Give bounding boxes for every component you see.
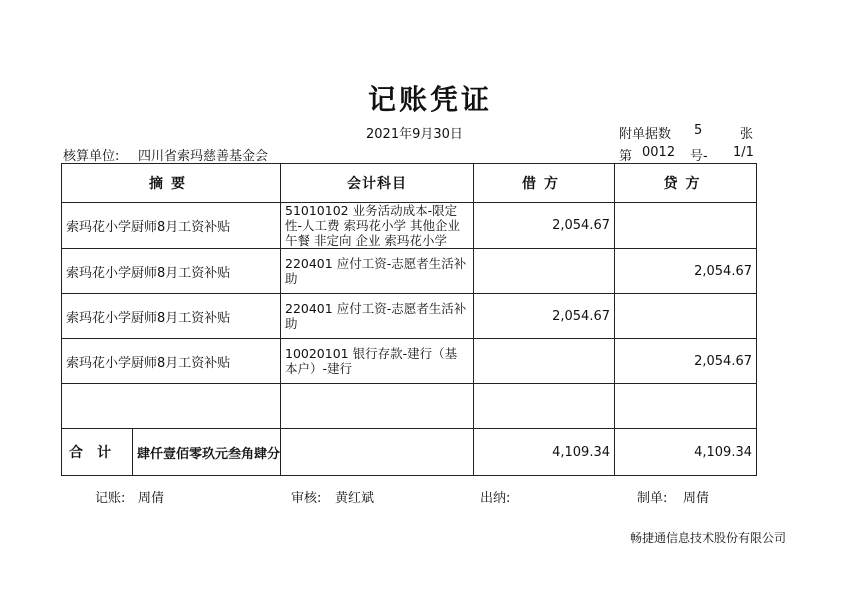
voucher-number: 0012 <box>642 145 676 160</box>
table-header-row <box>62 164 757 203</box>
table-row <box>62 249 757 294</box>
total-label: 合计 <box>62 429 133 475</box>
total-account-cell <box>281 429 474 476</box>
row-account: 10020101 银行存款-建行（基本户）-建行 <box>281 339 474 384</box>
bookkeeper-name: 周倩 <box>138 491 165 506</box>
row-credit <box>615 384 757 429</box>
column-header-credit: 贷方 <box>615 164 757 203</box>
auditor-label: 审核: <box>291 491 322 506</box>
row-debit <box>474 249 615 294</box>
row-debit <box>474 384 615 429</box>
row-summary: 索玛花小学厨师8月工资补贴 <box>62 249 281 294</box>
voucher-title: 记账凭证 <box>367 83 492 116</box>
total-debit: 4,109.34 <box>474 429 615 476</box>
row-account: 51010102 业务活动成本-限定性-人工费 索玛花小学 其他企业午餐 非定向 企业 索玛花小学 <box>281 203 474 249</box>
maker-name: 周倩 <box>683 491 710 506</box>
column-header-debit: 借方 <box>474 164 615 203</box>
attachment-label: 附单据数 <box>619 127 672 142</box>
column-header-account: 会计科目 <box>281 164 474 203</box>
row-credit: 2,054.67 <box>615 339 757 384</box>
total-credit: 4,109.34 <box>615 429 757 476</box>
voucher-number-prefix: 第 <box>619 149 633 164</box>
row-summary <box>62 384 281 429</box>
table-row <box>62 203 757 249</box>
auditor-name: 黄红斌 <box>335 491 375 506</box>
total-summary-cell <box>62 429 281 476</box>
attachment-count: 5 <box>694 123 703 138</box>
row-account: 220401 应付工资-志愿者生活补助 <box>281 249 474 294</box>
maker-label: 制单: <box>637 491 668 506</box>
voucher-page: 1/1 <box>733 145 754 160</box>
row-credit: 2,054.67 <box>615 249 757 294</box>
row-credit <box>615 203 757 249</box>
attachment-unit: 张 <box>740 127 754 142</box>
row-credit <box>615 294 757 339</box>
row-summary: 索玛花小学厨师8月工资补贴 <box>62 339 281 384</box>
column-header-summary: 摘要 <box>62 164 281 203</box>
table-row <box>62 294 757 339</box>
row-account: 220401 应付工资-志愿者生活补助 <box>281 294 474 339</box>
total-row <box>62 429 757 476</box>
row-debit <box>474 339 615 384</box>
table-row-empty <box>62 384 757 429</box>
bookkeeper-label: 记账: <box>95 491 126 506</box>
row-summary: 索玛花小学厨师8月工资补贴 <box>62 294 281 339</box>
voucher-date: 2021年9月30日 <box>366 127 463 142</box>
row-debit: 2,054.67 <box>474 294 615 339</box>
row-summary: 索玛花小学厨师8月工资补贴 <box>62 203 281 249</box>
voucher-number-suffix: 号- <box>690 149 708 164</box>
total-amount-in-words: 肆仟壹佰零玖元叁角肆分 <box>136 446 280 462</box>
row-account <box>281 384 474 429</box>
voucher-table <box>61 163 757 476</box>
row-debit: 2,054.67 <box>474 203 615 249</box>
table-row <box>62 339 757 384</box>
cashier-label: 出纳: <box>480 491 511 506</box>
software-company: 畅捷通信息技术股份有限公司 <box>630 531 787 545</box>
accounting-unit-name: 四川省索玛慈善基金会 <box>138 149 269 164</box>
accounting-unit-label: 核算单位: <box>63 149 120 164</box>
